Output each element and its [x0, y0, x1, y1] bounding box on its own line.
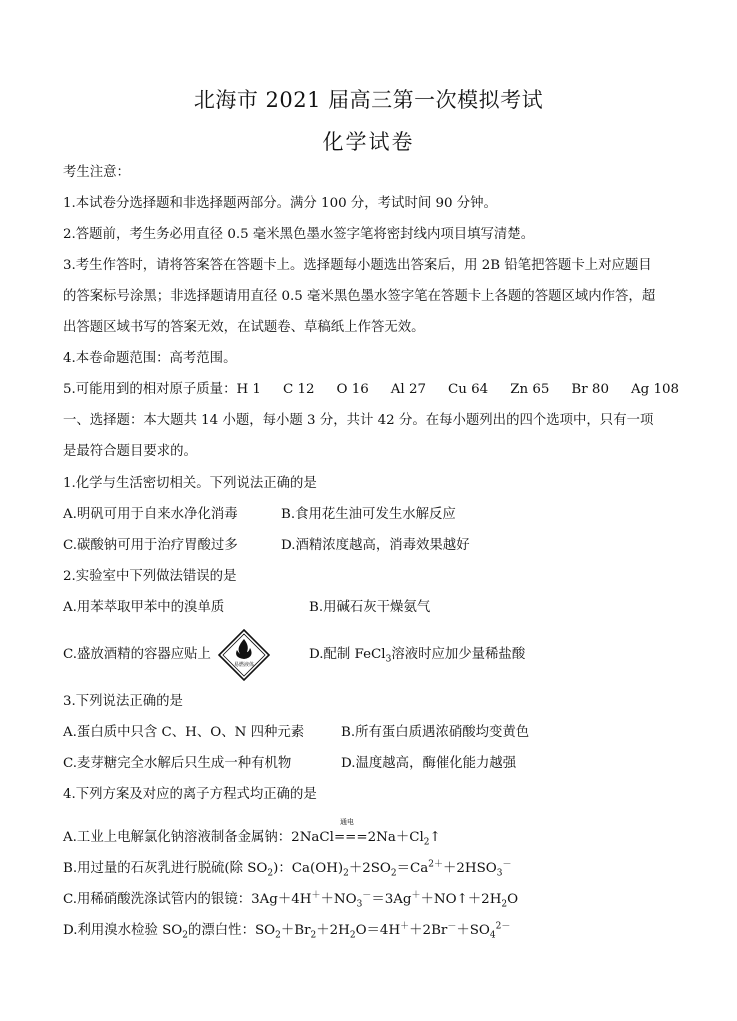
q4-d-7: ＋SO — [456, 923, 490, 938]
atomic-mass-ag: Ag 108 — [630, 382, 680, 397]
q1-option-a: A.明矾可用于自来水净化消毒 — [63, 507, 238, 522]
q4-c-sub1: 3 — [356, 899, 363, 910]
q4-d-sub2: 2 — [275, 930, 281, 941]
q4-a-rhs: 2Na＋Cl — [367, 830, 424, 845]
flammable-liquid-label-icon — [218, 629, 270, 681]
notice-item-3-cont: 的答案标号涂黑；非选择题请用直径 0.5 毫米黑色墨水签字笔在答题卡上各题的答题区域内作答，超 — [63, 289, 656, 304]
notice-heading: 考生注意： — [63, 165, 130, 180]
q2-option-b: B.用碱石灰干燥氨气 — [309, 600, 431, 615]
atomic-mass-label: 5.可能用到的相对原子质量： — [63, 382, 237, 397]
q3-stem: 3.下列说法正确的是 — [63, 694, 183, 709]
q4-b-sup2: － — [502, 859, 512, 870]
atomic-mass-h: H 1 — [236, 382, 261, 397]
q4-d-2: 的漂白性：SO — [188, 923, 276, 938]
q4-b-sub4: 3 — [496, 868, 503, 879]
q4-c-sup1: ＋ — [311, 890, 321, 901]
notice-item-3: 3.考生作答时，请将答案答在答题卡上。选择题每小题选出答案后，用 2B 铅笔把答题卡上对应题目 — [63, 258, 652, 273]
q2-d-pre: D.配制 FeCl — [309, 647, 386, 662]
q1-option-d: D.酒精浓度越高，消毒效果越好 — [281, 538, 470, 553]
q4-b-2: )：Ca(OH) — [273, 861, 344, 876]
q4-b-sup1: 2＋ — [428, 859, 443, 870]
q2-option-a: A.用苯萃取甲苯中的溴单质 — [63, 600, 225, 615]
q4-b-4: ＝Ca — [396, 861, 429, 876]
q4-d-sup1: ＋ — [400, 921, 410, 932]
q4-c-sup2: － — [362, 890, 372, 901]
q4-c-5: O — [507, 892, 519, 907]
q2-stem: 2.实验室中下列做法错误的是 — [63, 569, 237, 584]
q4-d-sub1: 2 — [182, 930, 189, 941]
q4-stem: 4.下列方案及对应的离子方程式均正确的是 — [63, 787, 317, 802]
q1-option-c: C.碳酸钠可用于治疗胃酸过多 — [63, 538, 238, 553]
q4-b-5: ＋2HSO — [443, 861, 497, 876]
q3-option-a: A.蛋白质中只含 C、H、O、N 四种元素 — [63, 725, 305, 740]
q4-a-rhs-sub: 2 — [423, 837, 430, 848]
notice-item-1: 1.本试卷分选择题和非选择题两部分。满分 100 分，考试时间 90 分钟。 — [63, 196, 497, 211]
atomic-mass-cu: Cu 64 — [448, 382, 489, 397]
notice-item-2: 2.答题前，考生务必用直径 0.5 毫米黑色墨水签字笔将密封线内项目填写清楚。 — [63, 227, 535, 242]
q4-b-1: B.用过量的石灰乳进行脱硫(除 SO — [63, 861, 268, 876]
q4-option-d — [63, 922, 510, 940]
q4-d-3: ＋Br — [280, 923, 311, 938]
q4-d-sup3: 2－ — [495, 921, 511, 932]
q4-option-a — [63, 829, 441, 847]
q4-c-sub2: 2 — [501, 899, 508, 910]
q4-b-3: ＋2SO — [348, 861, 391, 876]
q4-c-3: ＝3Ag — [371, 892, 412, 907]
q4-b-sub3: 2 — [390, 868, 397, 879]
q4-d-5: O＝4H — [355, 923, 401, 938]
q2-option-c: C.盛放酒精的容器应贴上 — [63, 647, 211, 662]
q4-d-4: ＋2H — [316, 923, 350, 938]
q4-a-arrow: === — [333, 830, 368, 845]
atomic-mass-zn: Zn 65 — [510, 382, 550, 397]
q4-c-2: ＋NO — [320, 892, 357, 907]
atomic-mass-br: Br 80 — [571, 382, 609, 397]
q4-d-6: ＋2Br — [409, 923, 448, 938]
q4-option-c — [63, 891, 518, 909]
q3-option-d: D.温度越高，酶催化能力越强 — [341, 756, 517, 771]
q2-d-sub: 3 — [385, 654, 392, 665]
q4-d-1: D.利用溴水检验 SO — [63, 923, 183, 938]
q4-c-4: ＋NO↑＋2H — [420, 892, 502, 907]
q4-a-text: A.工业上电解氯化钠溶液制备金属钠：2NaCl — [63, 830, 334, 845]
q4-d-sup2: － — [447, 921, 457, 932]
q4-d-sub5: 4 — [489, 930, 496, 941]
q4-a-rhs-end: ↑ — [429, 830, 441, 845]
q4-c-sup3: ＋ — [411, 890, 421, 901]
q3-option-b: B.所有蛋白质遇浓硝酸均变黄色 — [341, 725, 530, 740]
q3-option-c: C.麦芽糖完全水解后只生成一种有机物 — [63, 756, 292, 771]
q2-d-post: 溶液时应加少量稀盐酸 — [391, 647, 526, 662]
exam-title: 北海市 2021 届高三第一次模拟考试 — [193, 88, 544, 112]
notice-item-3-end: 出答题区域书写的答案无效，在试题卷、草稿纸上作答无效。 — [63, 320, 425, 335]
q4-b-sub1: 2 — [267, 868, 274, 879]
hazard-label-text: 易燃液体 — [233, 662, 255, 668]
q4-b-sub2: 2 — [343, 868, 349, 879]
section-heading: 一、选择题：本大题共 14 小题，每小题 3 分，共计 42 分。在每小题列出的四个选项中，只有一项 — [63, 413, 654, 428]
atomic-mass-line — [63, 381, 679, 399]
atomic-mass-al: Al 27 — [390, 382, 427, 397]
atomic-mass-o: O 16 — [336, 382, 369, 397]
q1-stem: 1.化学与生活密切相关。下列说法正确的是 — [63, 476, 317, 491]
atomic-mass-c: C 12 — [282, 382, 315, 397]
notice-item-4: 4.本卷命题范围：高考范围。 — [63, 351, 237, 366]
electrolysis-condition: 通电 — [340, 818, 354, 826]
q4-d-sub4: 2 — [349, 930, 356, 941]
q4-c-1: C.用稀硝酸洗涤试管内的银镜：3Ag＋4H — [63, 892, 312, 907]
q2-option-d — [309, 646, 525, 664]
exam-subtitle: 化学试卷 — [322, 130, 415, 154]
q4-option-b — [63, 860, 512, 878]
section-heading-cont: 是最符合题目要求的。 — [63, 444, 197, 459]
q1-option-b: B.食用花生油可发生水解反应 — [281, 507, 456, 522]
q4-d-sub3: 2 — [310, 930, 317, 941]
